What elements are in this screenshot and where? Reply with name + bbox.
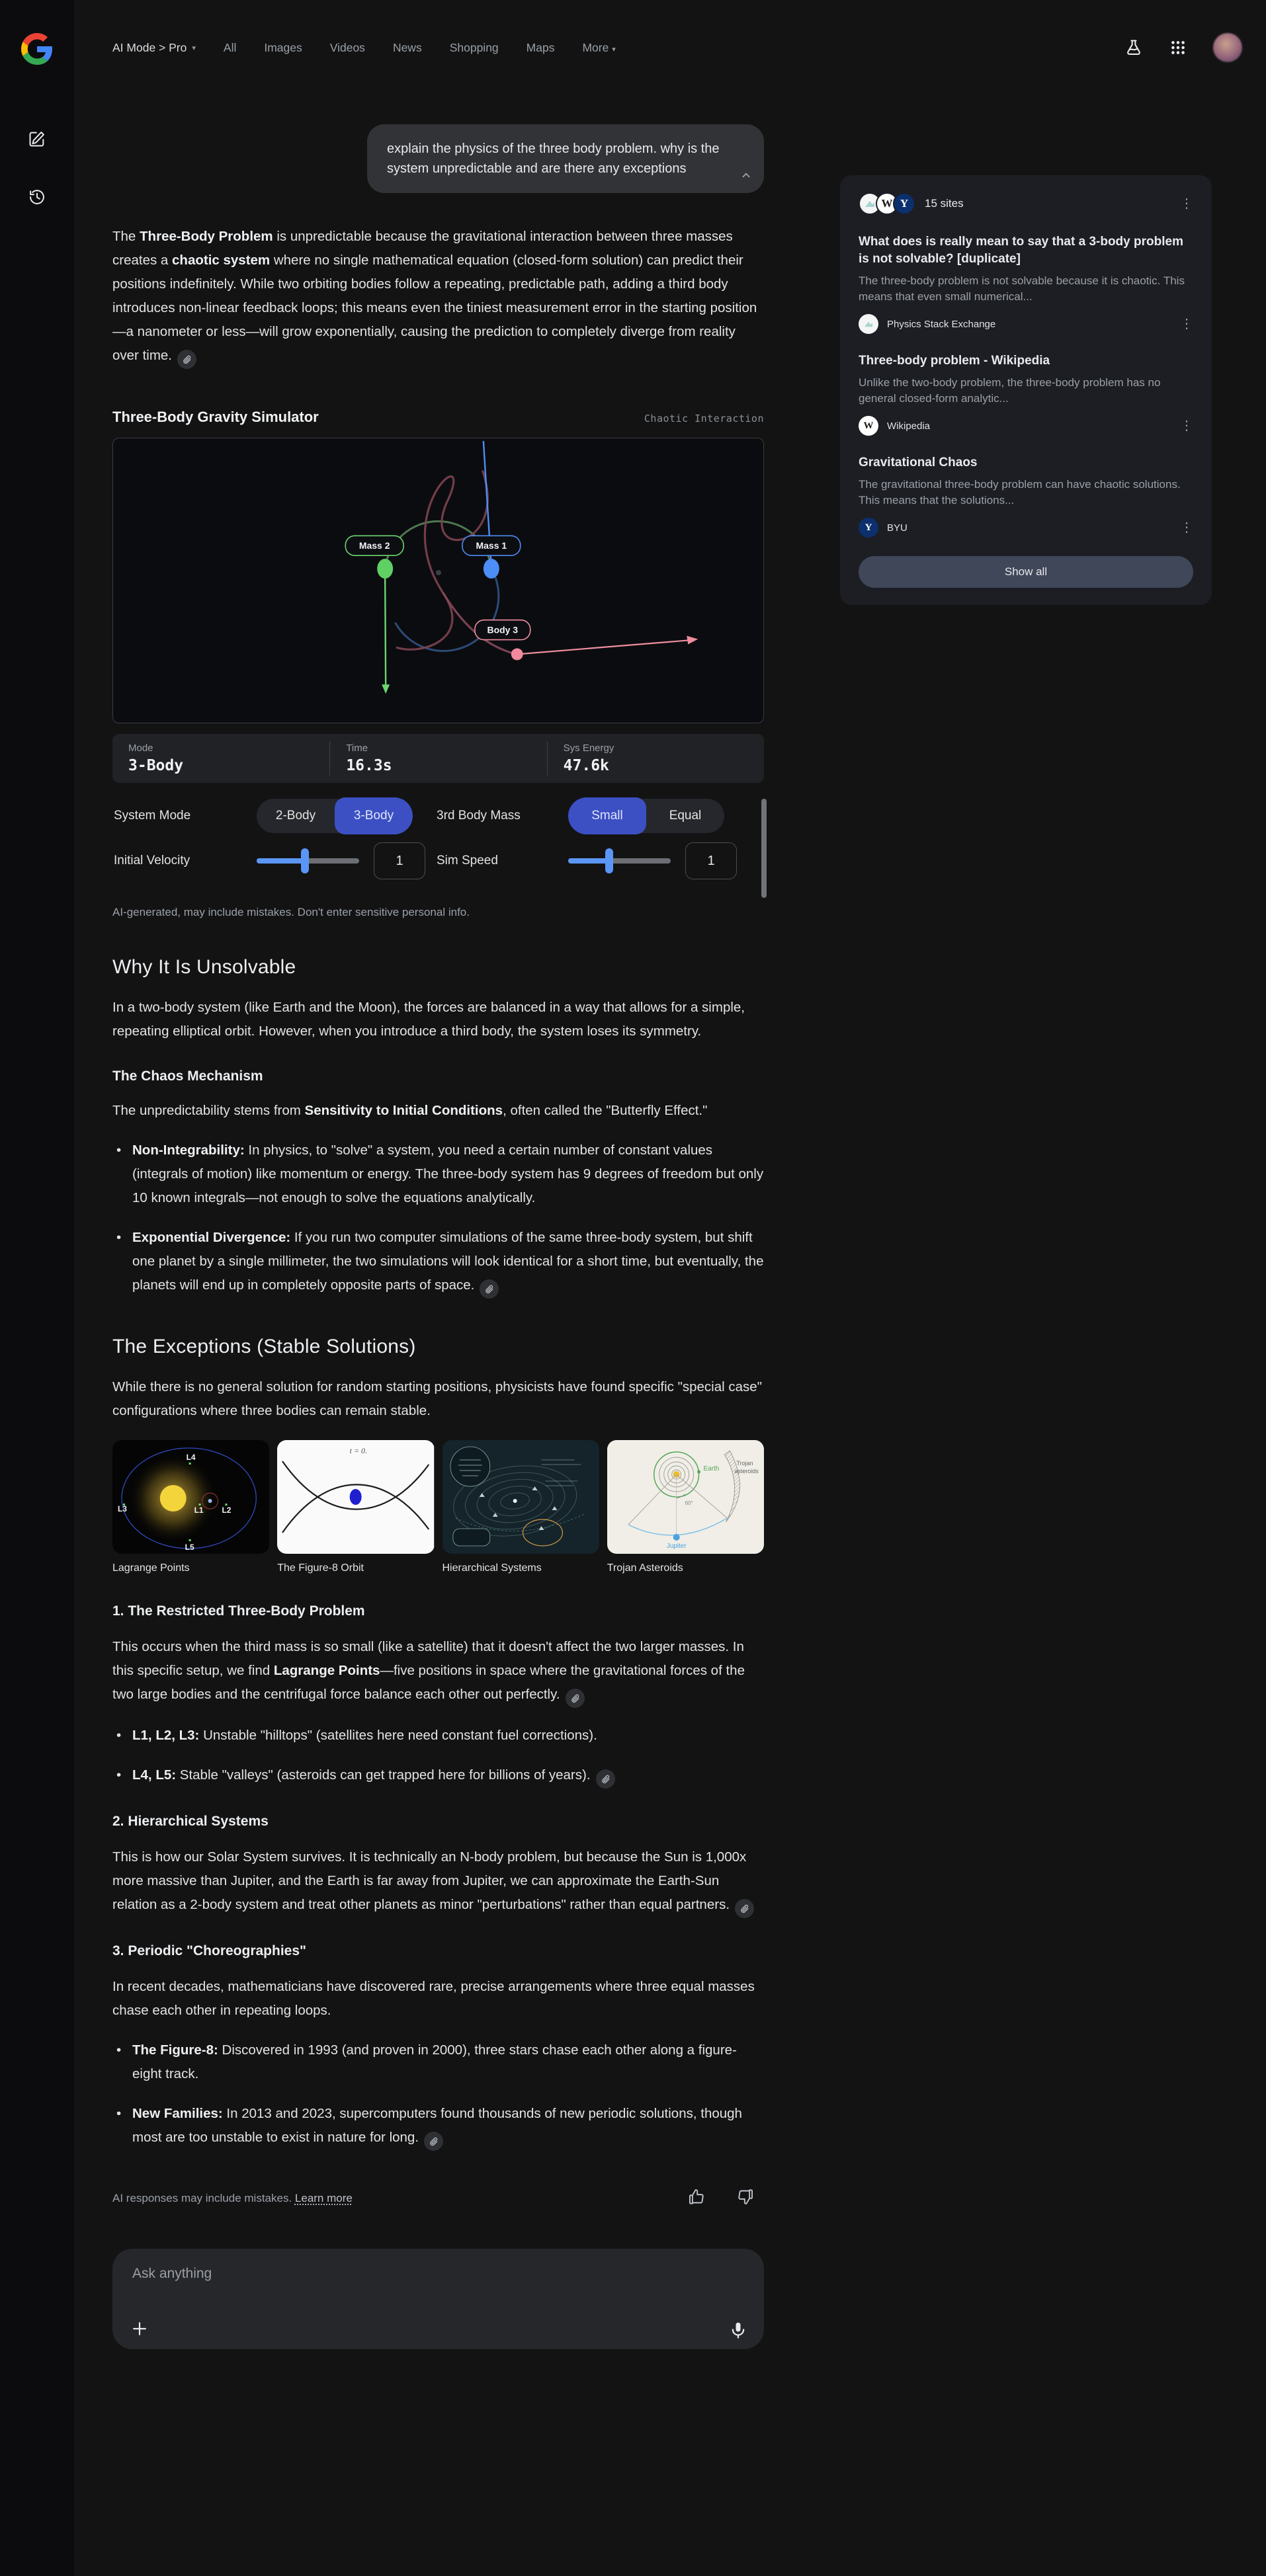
kebab-menu-icon[interactable]: ⋮	[1180, 419, 1193, 433]
sites-count: 15 sites	[925, 197, 964, 210]
tab-images[interactable]: Images	[264, 41, 302, 54]
mic-icon[interactable]	[728, 2320, 748, 2340]
svg-text:Trojan: Trojan	[736, 1459, 753, 1467]
restricted-paragraph: This occurs when the third mass is so small (like a satellite) that it doesn't affect the two larger masses. In this specific setup, we find Lagrange Points—five positions in space where the gravitational forces of the two large bodies and the centrifugal force balance each other out perfectly.	[112, 1635, 764, 1708]
labs-flask-icon[interactable]	[1124, 38, 1143, 57]
svg-text:L2: L2	[222, 1505, 232, 1515]
source-snippet: Unlike the two-body problem, the three-body problem has no general closed-form analytic...	[859, 376, 1161, 405]
simulator-title: Three-Body Gravity Simulator	[112, 409, 319, 425]
list-item: • The Figure-8: Discovered in 1993 (and proven in 2000), three stars chase each other along a figure-eight track.	[112, 2038, 764, 2086]
citation-chip[interactable]	[735, 1899, 754, 1918]
sim-speed-label: Sim Speed	[437, 854, 498, 867]
citation-chip[interactable]	[566, 1689, 585, 1708]
subheading-chaos-mechanism: The Chaos Mechanism	[112, 1068, 263, 1084]
choreographies-bullet-list	[112, 2038, 764, 2151]
thumbs-down-icon[interactable]	[737, 2188, 755, 2209]
tab-maps[interactable]: Maps	[526, 41, 555, 54]
user-query-text: explain the physics of the three body problem. why is the system unpredictable and are there any exceptions	[387, 141, 720, 176]
subheading-choreographies: 3. Periodic "Choreographies"	[112, 1943, 306, 1958]
sources-panel	[840, 175, 1212, 605]
body3-velocity-vector	[517, 640, 695, 655]
image-thumbnail-figure8[interactable]	[277, 1440, 434, 1554]
chaos-paragraph: The unpredictability stems from Sensitivity to Initial Conditions, often called the "Butterfly Effect."	[112, 1103, 708, 1118]
source-favicons	[859, 192, 915, 215]
top-right-actions	[1124, 33, 1242, 62]
system-mode-toggle	[257, 799, 413, 833]
svg-text:Earth: Earth	[703, 1465, 720, 1473]
tab-news[interactable]: News	[392, 41, 422, 54]
svg-text:Mass 2: Mass 2	[359, 540, 390, 551]
chevron-down-icon: ▾	[192, 44, 196, 52]
source-attribution	[859, 416, 1193, 436]
left-rail	[0, 0, 74, 2576]
google-logo[interactable]	[21, 33, 53, 65]
source-name: Wikipedia	[887, 420, 931, 432]
image-caption: The Figure-8 Orbit	[277, 1562, 364, 1574]
svg-text:t = 0.: t = 0.	[349, 1445, 368, 1456]
sources-header	[859, 192, 1193, 215]
section-heading-unsolvable: Why It Is Unsolvable	[112, 956, 296, 978]
apps-grid-icon[interactable]	[1169, 39, 1187, 56]
source-title[interactable]: What does is really mean to say that a 3-body problem is not solvable? [duplicate]	[859, 235, 1183, 266]
mass2-label	[345, 536, 403, 555]
image-thumbnail-trojan[interactable]	[607, 1440, 764, 1554]
new-chat-icon[interactable]	[28, 130, 46, 148]
initial-velocity-label: Initial Velocity	[114, 854, 190, 867]
initial-velocity-input[interactable]	[374, 842, 425, 879]
tab-shopping[interactable]: Shopping	[449, 41, 499, 54]
stat-energy: Sys Energy 47.6k	[547, 741, 764, 776]
source-snippet: The gravitational three-body problem can have chaotic solutions. This means that the solutions...	[859, 478, 1181, 506]
tab-videos[interactable]: Videos	[329, 41, 365, 54]
source-card[interactable]	[859, 352, 1193, 436]
list-item: • L1, L2, L3: Unstable "hilltops" (satellites here need constant fuel corrections).	[112, 1724, 764, 1748]
barycenter-dot	[436, 570, 441, 575]
kebab-menu-icon[interactable]: ⋮	[1180, 196, 1193, 211]
image-result	[112, 1440, 269, 1574]
unsolvable-paragraph: In a two-body system (like Earth and the Moon), the forces are balanced in a way that allows for a simple, repeating elliptical orbit. However, when you introduce a third body, the system loses its symmetry.	[112, 1000, 745, 1039]
third-body-mass-toggle	[568, 799, 724, 833]
widget-ai-disclaimer: AI-generated, may include mistakes. Don't enter sensitive personal info.	[112, 906, 470, 918]
top-bar	[74, 0, 1266, 98]
svg-text:asteroids: asteroids	[734, 1467, 759, 1475]
slider-thumb[interactable]	[605, 848, 613, 873]
svg-text:Jupiter: Jupiter	[666, 1542, 687, 1550]
choreographies-paragraph: In recent decades, mathematicians have discovered rare, precise arrangements where three equal masses chase each other in repeating loops.	[112, 1979, 755, 2018]
subheading-restricted-problem: 1. The Restricted Three-Body Problem	[112, 1603, 365, 1619]
svg-text:L1: L1	[194, 1505, 204, 1515]
ai-mode-selector[interactable]: AI Mode > Pro ▾	[112, 41, 196, 54]
citation-chip[interactable]	[480, 1279, 499, 1299]
system-mode-label: System Mode	[114, 809, 191, 823]
list-item: • L4, L5: Stable "valleys" (asteroids can get trapped here for billions of years).	[112, 1763, 764, 1789]
image-result	[443, 1440, 599, 1574]
wikipedia-icon: W	[876, 192, 898, 215]
byu-icon: Y	[893, 192, 915, 215]
show-all-button[interactable]: Show all	[859, 556, 1193, 588]
list-item: • Exponential Divergence: If you run two computer simulations of the same three-body system, but shift one planet by a single millimeter, the two simulations will look identical for a short time, but eventually, the planets will end up in completely opposite parts of space.	[112, 1226, 764, 1299]
body3-label	[475, 620, 530, 640]
hierarchical-paragraph: This is how our Solar System survives. It is technically an N-body problem, but because the Sun is 1,000x more massive than Jupiter, and the Earth is far away from Jupiter, we can approximate the Earth-Sun relation as a 2-body system and treat other planets as minor "perturbations" rather than equal partners.	[112, 1845, 764, 1918]
kebab-menu-icon[interactable]: ⋮	[1180, 317, 1193, 331]
initial-velocity-slider[interactable]	[257, 858, 359, 864]
composer-placeholder: Ask anything	[132, 2266, 212, 2281]
mass1-body[interactable]	[484, 559, 499, 579]
subheading-hierarchical: 2. Hierarchical Systems	[112, 1814, 269, 1829]
citation-chip[interactable]	[596, 1769, 615, 1789]
chaos-bullet-list	[112, 1139, 764, 1299]
mass1-label	[462, 536, 521, 555]
stat-mode-value: 3-Body	[128, 757, 184, 774]
widget-scrollbar[interactable]	[761, 799, 767, 898]
avatar[interactable]	[1213, 33, 1242, 62]
image-thumbnail-lagrange[interactable]	[112, 1440, 269, 1554]
list-item: • Non-Integrability: In physics, to "solve" a system, you need a certain number of constant values (integrals of motion) like momentum or energy. The three-body system has 9 degrees of freedom but only 10 known integrals—not enough to solve the equations analytically.	[112, 1139, 764, 1210]
sim-speed-input[interactable]	[685, 842, 737, 879]
image-caption: Trojan Asteroids	[607, 1562, 683, 1574]
svg-text:L3: L3	[117, 1504, 127, 1514]
section-heading-exceptions: The Exceptions (Stable Solutions)	[112, 1336, 416, 1357]
exceptions-paragraph: While there is no general solution for random starting positions, physicists have found specific "special case" configurations where three bodies can remain stable.	[112, 1379, 762, 1418]
tab-all[interactable]: All	[223, 41, 237, 54]
answer-intro-paragraph: The Three-Body Problem is unpredictable because the gravitational interaction between three masses creates a chaotic system where no single mathematical equation (closed-form solution) can predict their positions indefinitely. While two orbiting bodies follow a repeating, predictable path, adding a third body introduces non-linear feedback loops; this means even the tiniest measurement error in the starting position—a nanometer or less—will grow exponentially, causing the prediction to completely diverge from reality over time.	[112, 225, 764, 369]
source-snippet: The three-body problem is not solvable because it is chaotic. This means that even small numerical...	[859, 274, 1185, 303]
stat-mode: Mode 3-Body	[112, 741, 329, 776]
stat-time-value: 16.3s	[346, 757, 392, 774]
system-mode-2body-button[interactable]: 2-Body	[275, 809, 316, 823]
collapse-query-icon[interactable]	[739, 168, 753, 182]
svg-text:L4: L4	[186, 1452, 196, 1463]
user-query-bubble	[367, 124, 764, 193]
mass-equal-button[interactable]: Equal	[669, 809, 702, 823]
conversation	[112, 99, 764, 2349]
source-attribution	[859, 314, 1193, 334]
learn-more-link[interactable]: Learn more	[294, 2192, 353, 2204]
source-attribution	[859, 518, 1193, 538]
lagrange-bullet-list	[112, 1724, 764, 1789]
history-icon[interactable]	[28, 188, 46, 206]
mass2-velocity-vector	[385, 578, 386, 687]
physics-stackexchange-icon	[859, 314, 878, 334]
stat-energy-value: 47.6k	[563, 757, 609, 774]
plus-icon[interactable]	[130, 2319, 149, 2339]
svg-text:L5: L5	[185, 1542, 194, 1552]
svg-text:Body 3: Body 3	[487, 624, 519, 635]
simulator-badge: Chaotic Interaction	[644, 413, 764, 424]
nav-tabs	[112, 41, 616, 55]
source-card[interactable]	[859, 233, 1193, 334]
wikipedia-icon: W	[859, 416, 878, 436]
image-thumbnail-hierarchical[interactable]	[443, 1440, 599, 1554]
svg-text:Mass 1: Mass 1	[476, 540, 507, 551]
source-title[interactable]: Gravitational Chaos	[859, 456, 978, 469]
simulator-stats-bar	[112, 734, 764, 783]
image-result	[277, 1440, 434, 1574]
list-item: • New Families: In 2013 and 2023, supercomputers found thousands of new periodic solutions, though most are too unstable to exist in nature for long.	[112, 2102, 764, 2151]
tab-more[interactable]: More ▾	[582, 41, 616, 54]
chevron-down-icon: ▾	[612, 46, 616, 54]
body3-body[interactable]	[511, 649, 523, 661]
kebab-menu-icon[interactable]: ⋮	[1180, 520, 1193, 535]
ask-anything-composer[interactable]	[112, 2249, 764, 2349]
image-results-row	[112, 1440, 764, 1574]
system-mode-3body-button[interactable]: 3-Body	[335, 797, 413, 834]
footer-disclaimer: AI responses may include mistakes. Learn more	[112, 2192, 353, 2204]
citation-chip[interactable]	[177, 350, 196, 369]
answer-footer	[112, 2188, 764, 2209]
simulator-controls	[112, 799, 764, 879]
mass-small-button[interactable]: Small	[568, 797, 646, 834]
citation-chip[interactable]	[424, 2132, 443, 2151]
source-title[interactable]: Three-body problem - Wikipedia	[859, 354, 1050, 368]
mass2-body[interactable]	[377, 559, 393, 579]
image-caption: Lagrange Points	[112, 1562, 190, 1574]
simulator-canvas[interactable]	[112, 438, 764, 723]
image-result	[607, 1440, 764, 1574]
slider-thumb[interactable]	[301, 848, 309, 873]
source-name: BYU	[887, 522, 907, 534]
source-card[interactable]	[859, 454, 1193, 538]
byu-icon: Y	[859, 518, 878, 538]
body3-trail	[397, 471, 487, 650]
third-body-mass-label: 3rd Body Mass	[437, 809, 521, 823]
stat-time: Time 16.3s	[329, 741, 546, 776]
svg-text:60°: 60°	[685, 1500, 693, 1507]
simulator-header	[112, 409, 764, 426]
source-name: Physics Stack Exchange	[887, 318, 996, 330]
sim-speed-slider[interactable]	[568, 858, 671, 864]
image-caption: Hierarchical Systems	[442, 1562, 542, 1574]
thumbs-up-icon[interactable]	[687, 2188, 705, 2209]
